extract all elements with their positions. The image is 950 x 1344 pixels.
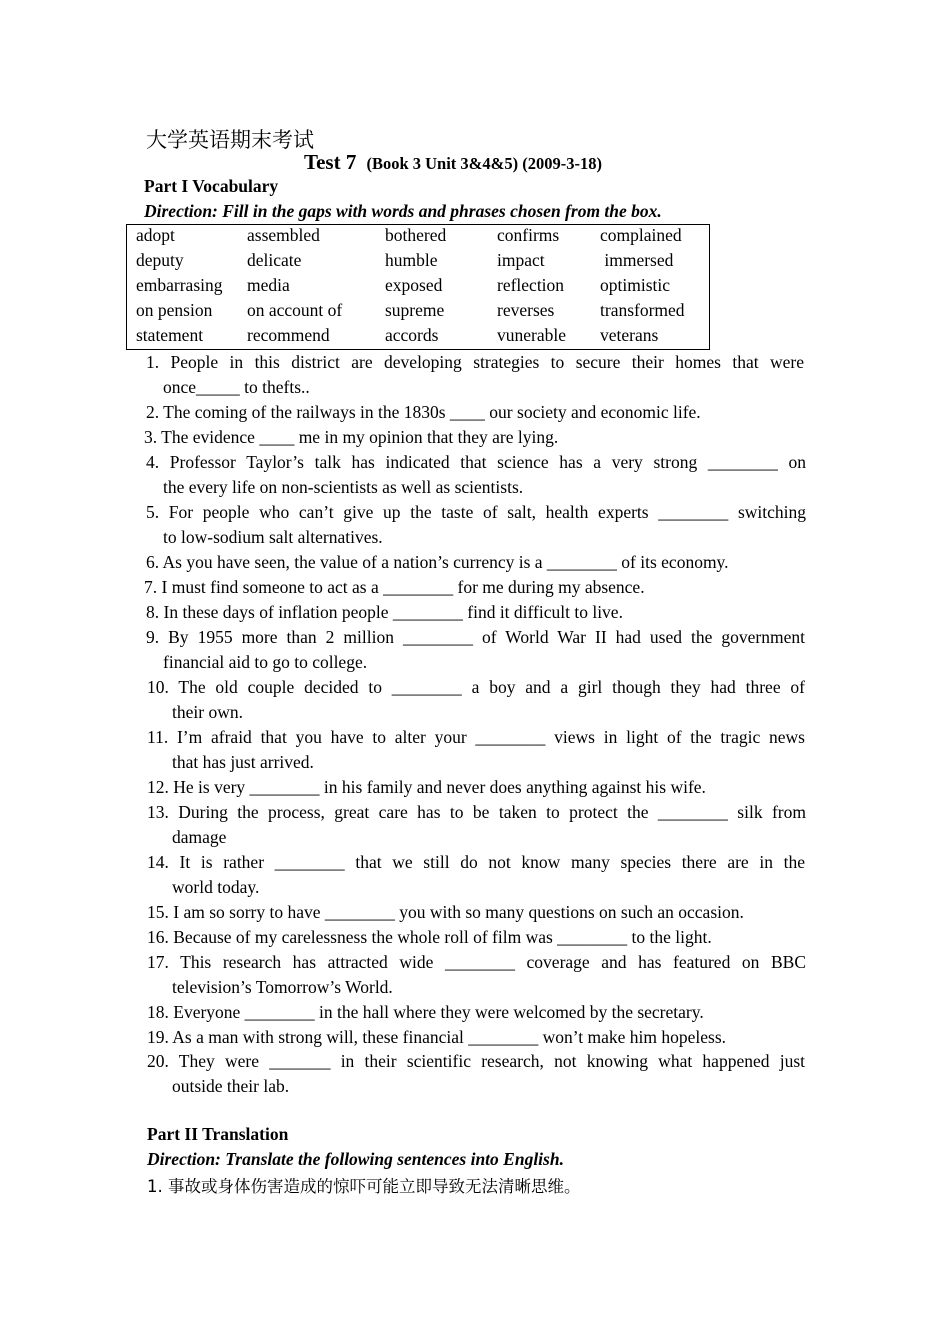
question-6: 6. As you have seen, the value of a nation’s currency is a ________ of its economy. xyxy=(146,552,729,572)
part1-title: Part I Vocabulary xyxy=(144,176,279,196)
question-18: 18. Everyone ________ in the hall where they were welcomed by the secretary. xyxy=(147,1002,704,1022)
word-cell: supreme xyxy=(385,300,445,320)
question-19: 19. As a man with strong will, these financial ________ won’t make him hopeless. xyxy=(147,1027,727,1047)
test-heading xyxy=(304,150,602,175)
question-line: that has just arrived. xyxy=(172,752,314,772)
question-line: 20. They were _______ in their scientific research, not knowing what happened just xyxy=(147,1051,805,1071)
word-box-row xyxy=(127,225,709,250)
question-line: world today. xyxy=(172,877,260,897)
question-line: 13. During the process, great care has to be taken to protect the ________ silk from xyxy=(147,802,806,822)
question-line: their own. xyxy=(172,702,243,722)
test-label: Test 7 xyxy=(304,150,357,174)
word-cell: exposed xyxy=(385,275,443,295)
question-line: to low-sodium salt alternatives. xyxy=(163,527,383,547)
question-line: 14. It is rather ________ that we still do not know many species there are in the xyxy=(147,852,805,872)
question-line: once_____ to thefts.. xyxy=(163,377,310,397)
part2-direction: Direction: Translate the following sentences into English. xyxy=(147,1149,564,1169)
question-line: financial aid to go to college. xyxy=(163,652,368,672)
question-line: 5. For people who can’t give up the taste of salt, health experts ________ switching xyxy=(146,502,806,522)
question-line: 4. Professor Taylor’s talk has indicated that science has a very strong ________ on xyxy=(146,452,806,472)
question-3: 3. The evidence ____ me in my opinion that they are lying. xyxy=(144,427,559,447)
translation-item: 1. 事故或身体伤害造成的惊吓可能立即导致无法清晰思维。 xyxy=(147,1177,581,1196)
word-box-row xyxy=(127,325,709,350)
question-line: 11. I’m afraid that you have to alter your ________ views in light of the tragic news xyxy=(147,727,805,747)
word-cell: embarrasing xyxy=(136,275,223,295)
part1-direction: Direction: Fill in the gaps with words and phrases chosen from the box. xyxy=(144,201,662,221)
question-line: damage xyxy=(172,827,227,847)
question-line: 9. By 1955 more than 2 million ________ of World War II had used the government xyxy=(146,627,805,647)
word-cell: bothered xyxy=(385,225,447,245)
question-16: 16. Because of my carelessness the whole roll of film was ________ to the light. xyxy=(147,927,712,947)
test-info: (Book 3 Unit 3&4&5) (2009-3-18) xyxy=(366,154,603,173)
word-cell: reverses xyxy=(497,300,555,320)
word-cell: complained xyxy=(600,225,682,245)
word-cell: assembled xyxy=(247,225,320,245)
word-cell: statement xyxy=(136,325,204,345)
word-cell: transformed xyxy=(600,300,685,320)
question-line: outside their lab. xyxy=(172,1076,290,1096)
word-cell: reflection xyxy=(497,275,565,295)
question-line: 1. People in this district are developing strategies to secure their homes that were xyxy=(146,352,804,372)
question-line: 10. The old couple decided to ________ a boy and a girl though they had three of xyxy=(147,677,805,697)
word-cell: deputy xyxy=(136,250,184,270)
question-line: the every life on non-scientists as well as scientists. xyxy=(163,477,524,497)
word-box-row xyxy=(127,300,709,325)
word-cell: on account of xyxy=(247,300,343,320)
word-cell: veterans xyxy=(600,325,659,345)
word-cell: confirms xyxy=(497,225,560,245)
question-7: 7. I must find someone to act as a ________ for me during my absence. xyxy=(144,577,645,597)
word-box-row xyxy=(127,250,709,275)
word-cell: accords xyxy=(385,325,439,345)
word-cell: humble xyxy=(385,250,438,270)
question-15: 15. I am so sorry to have ________ you with so many questions on such an occasion. xyxy=(147,902,744,922)
page-title: 大学英语期末考试 xyxy=(146,128,314,152)
word-cell: optimistic xyxy=(600,275,670,295)
question-line: 17. This research has attracted wide ________ coverage and has featured on BBC xyxy=(147,952,806,972)
question-2: 2. The coming of the railways in the 1830s ____ our society and economic life. xyxy=(146,402,701,422)
question-12: 12. He is very ________ in his family and never does anything against his wife. xyxy=(147,777,706,797)
word-cell: recommend xyxy=(247,325,330,345)
word-cell: immersed xyxy=(600,250,674,270)
question-8: 8. In these days of inflation people ________ find it difficult to live. xyxy=(146,602,623,622)
word-cell: adopt xyxy=(136,225,175,245)
word-cell: on pension xyxy=(136,300,213,320)
word-cell: impact xyxy=(497,250,545,270)
word-box-row xyxy=(127,275,709,300)
word-cell: vunerable xyxy=(497,325,566,345)
word-box xyxy=(126,224,710,350)
word-cell: delicate xyxy=(247,250,302,270)
question-line: television’s Tomorrow’s World. xyxy=(172,977,393,997)
word-cell: media xyxy=(247,275,290,295)
part2-title: Part II Translation xyxy=(147,1124,289,1144)
